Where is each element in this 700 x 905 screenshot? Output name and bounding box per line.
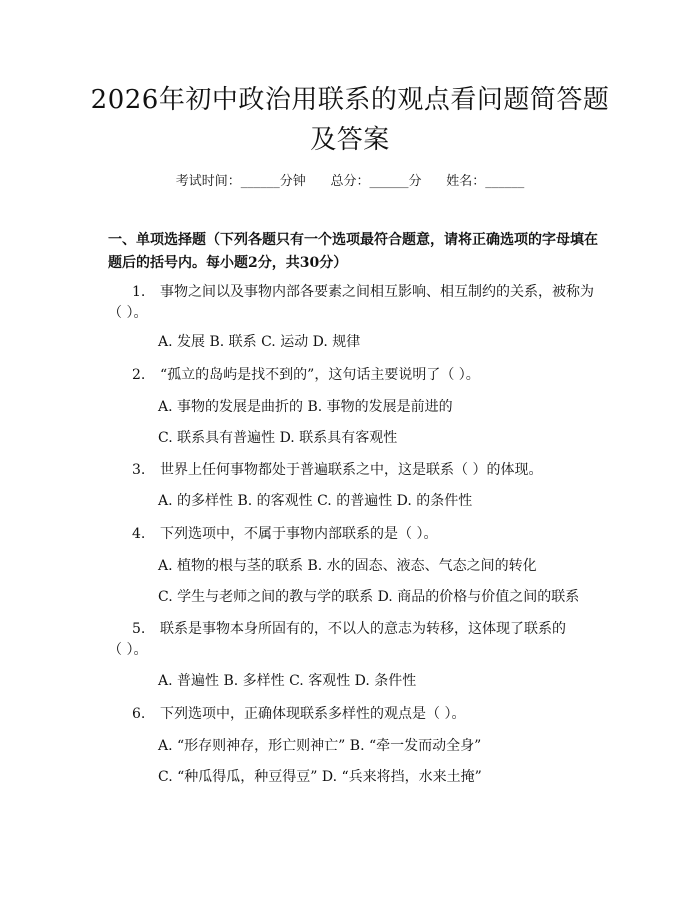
exam-info-line: 考试时间：______分钟 总分：______分 姓名：______ bbox=[175, 174, 525, 189]
question-3 bbox=[108, 460, 542, 480]
question-number: 6. bbox=[132, 706, 146, 722]
question-3-options: A. 的多样性 B. 的客观性 C. 的普遍性 D. 的条件性 bbox=[158, 493, 473, 509]
question-number: 1. bbox=[132, 284, 146, 300]
question-1-continuation: （ ）。 bbox=[108, 305, 148, 321]
document-title bbox=[60, 80, 640, 160]
question-5 bbox=[108, 619, 566, 639]
question-text: 联系是事物本身所固有的，不以人的意志为转移，这体现了联系的 bbox=[160, 621, 566, 637]
question-number: 2. bbox=[132, 367, 146, 383]
question-1 bbox=[108, 282, 594, 302]
question-1-options: A. 发展 B. 联系 C. 运动 D. 规律 bbox=[158, 334, 361, 350]
question-4-options-1: A. 植物的根与茎的联系 B. 水的固态、液态、气态之间的转化 bbox=[158, 558, 537, 574]
question-number: 4. bbox=[132, 526, 146, 542]
question-2 bbox=[108, 365, 480, 385]
section-heading: 一、单项选择题（下列各题只有一个选项最符合题意，请将正确选项的字母填在题后的括号内。每小题2分，共30分） bbox=[108, 232, 598, 271]
question-text: “孤立的岛屿是找不到的”，这句话主要说明了（ ）。 bbox=[160, 367, 480, 383]
question-4 bbox=[108, 524, 437, 544]
question-text: 下列选项中，正确体现联系多样性的观点是（ ）。 bbox=[160, 706, 466, 722]
title-line-2: 及答案 bbox=[310, 125, 390, 155]
question-6-options-1: A. “形存则神存，形亡则神亡” B. “牵一发而动全身” bbox=[158, 738, 482, 754]
question-text: 世界上任何事物都处于普遍联系之中，这是联系（ ）的体现。 bbox=[160, 462, 543, 478]
question-5-continuation: （ ）。 bbox=[108, 642, 148, 658]
question-2-options-2: C. 联系具有普遍性 D. 联系具有客观性 bbox=[158, 430, 398, 446]
question-4-options-2: C. 学生与老师之间的教与学的联系 D. 商品的价格与价值之间的联系 bbox=[158, 589, 580, 605]
question-number: 3. bbox=[132, 462, 146, 478]
question-number: 5. bbox=[132, 621, 146, 637]
title-line-1: 2026年初中政治用联系的观点看问题简答题 bbox=[90, 85, 610, 115]
question-text: 事物之间以及事物内部各要素之间相互影响、相互制约的关系，被称为 bbox=[160, 284, 594, 300]
question-2-options-1: A. 事物的发展是曲折的 B. 事物的发展是前进的 bbox=[158, 399, 453, 415]
question-5-options: A. 普遍性 B. 多样性 C. 客观性 D. 条件性 bbox=[158, 673, 417, 689]
question-6-options-2: C. “种瓜得瓜，种豆得豆” D. “兵来将挡，水来土掩” bbox=[158, 769, 482, 785]
question-6 bbox=[108, 704, 465, 724]
question-text: 下列选项中，不属于事物内部联系的是（ ）。 bbox=[160, 526, 438, 542]
